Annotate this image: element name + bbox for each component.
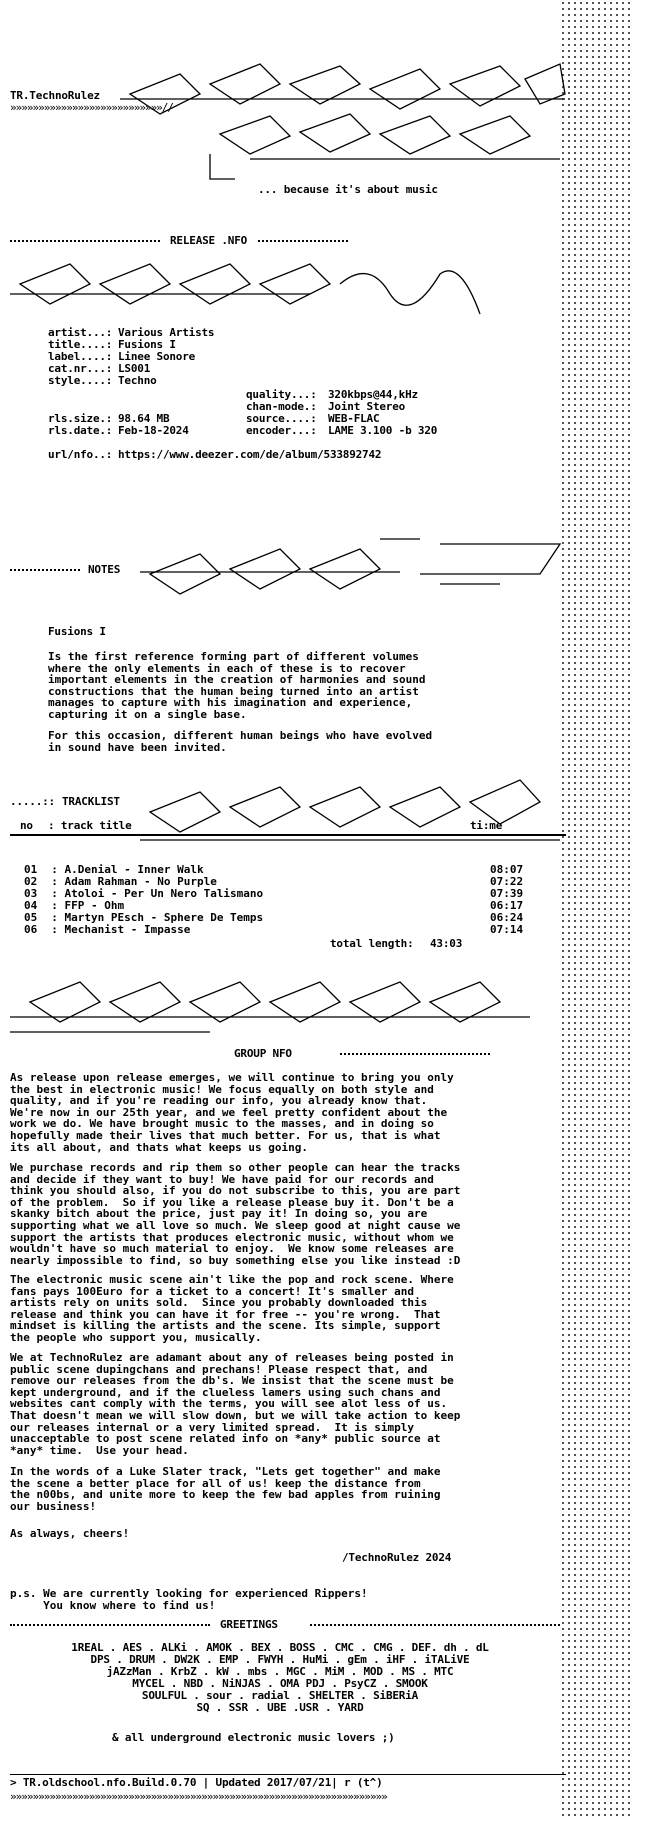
total-value: 43:03 (430, 937, 463, 950)
group-logo-art (10, 962, 570, 1052)
release-nfo-heading: RELEASE .NFO (170, 234, 248, 247)
track-time: 07:14 (490, 923, 524, 936)
quality-label: quality...: (246, 388, 317, 401)
notes-paragraph-1: Is the first reference forming part of different volumes where the only elements in each of these is to recover important elements in the creation of harmonies and sound constructions that the human being turned into an artist manages to capture with his imagination and experience, capturing it on a single base. (48, 650, 426, 721)
catnr-value: LS001 (118, 362, 151, 375)
track-title: : FFP - Ohm (51, 899, 125, 912)
group-paragraph-1: As release upon release emerges, we will continue to bring you only the best in electronic music! We focus equally on both style and quality, and if you're reading our info, you already know that. We're now in our 25th year, and we feel pretty confident about the work we do. We have brought music to the masses, and in doing so hopefully made their lives that much better. For us, that is what its all about, and thats what keeps us going. (10, 1071, 454, 1154)
track-no: 03 (24, 887, 38, 900)
greetings-line: 1REAL . AES . ALKi . AMOK . BEX . BOSS . CMC . CMG . DEF. dh . dL (71, 1641, 489, 1654)
greetings-line: DPS . DRUM . DW2K . EMP . FWYH . HuMi . gEm . iHF . iTALiVE (90, 1653, 470, 1666)
track-title: : Adam Rahman - No Purple (51, 875, 217, 888)
notes-paragraph-2: For this occasion, different human beings who have evolved in sound have been invited. (48, 729, 433, 754)
url-label: url/nfo..: (48, 448, 113, 461)
artist-value: Various Artists (118, 326, 215, 339)
catnr-label: cat.nr...: (48, 362, 113, 375)
group-paragraph-4: We at TechnoRulez are adamant about any of releases being posted in public scene dupingchans and prechans! Please respect that, and remove our releases from the db's. We insist that the scene must be kept underground, and if the clueless lamers using such chans and websites cant comply with the terms, you will see alot less of us. That doesn't mean we will slow down, but we will take action to keep our releases internal or a very limited spread. It is simply unacceptable to post scene related info on *any* public source at *any* time. Use your head. (10, 1351, 461, 1457)
chanmode-label: chan-mode.: (246, 400, 317, 413)
greetings-line: MYCEL . NBD . NiNJAS . OMA PDJ . PsyCZ . SMOOK (132, 1677, 428, 1690)
greetings-closing: & all underground electronic music lovers ;) (112, 1731, 395, 1744)
technorulez-logo-art (120, 54, 570, 194)
group-paragraph-5: In the words of a Luke Slater track, "Lets get together" and make the scene a better place for all of us! keep the distance from the n00bs, and unite more to keep the few bad apples from ruining our business! (10, 1465, 441, 1513)
track-no: 02 (24, 875, 38, 888)
source-value: WEB-FLAC (328, 412, 380, 425)
greetings-line: jAZzMan . KrbZ . kW . mbs . MGC . MiM . MOD . MS . MTC (106, 1665, 454, 1678)
artist-label: artist...: (48, 326, 113, 339)
tracklist-header-underline (10, 834, 566, 836)
col-no-header: no (20, 819, 33, 832)
track-title: : Mechanist - Impasse (51, 923, 191, 936)
footer-arrows: »»»»»»»»»»»»»»»»»»»»»»»»»»»»»»»»»»»»»»»»»»»»»»»»»»»»»»»»»»»»»»»»»»» (10, 1790, 387, 1803)
size-label: rls.size.: (48, 412, 113, 425)
label-label: label....: (48, 350, 113, 363)
track-time: 08:07 (490, 863, 524, 876)
greetings-line: SOULFUL . sour . radial . SHELTER . SiBERiA (141, 1689, 419, 1702)
group-paragraph-6: As always, cheers! (10, 1527, 130, 1540)
footer-rule (10, 1774, 566, 1775)
track-title: : Atoloi - Per Un Nero Talismano (51, 887, 264, 900)
date-label: rls.date.: (48, 424, 113, 437)
divider-right (258, 240, 348, 242)
track-no: 01 (24, 863, 38, 876)
group-tag: TR.TechnoRulez (10, 89, 100, 102)
notes-title: Fusions I (48, 625, 106, 638)
notes-heading: NOTES (88, 563, 121, 576)
chanmode-value: Joint Stereo (328, 400, 406, 413)
greetings-heading: GREETINGS (220, 1618, 278, 1631)
encoder-value: LAME 3.100 -b 320 (328, 424, 438, 437)
tagline: ... because it's about music (258, 183, 438, 196)
col-time-header: ti:me (470, 819, 503, 832)
track-no: 05 (24, 911, 38, 924)
track-row (24, 924, 524, 936)
greetings-divider-right (310, 1624, 560, 1626)
style-value: Techno (118, 374, 157, 387)
header-arrows: »»»»»»»»»»»»»»»»»»»»»»»»»»»// (10, 101, 174, 114)
encoder-label: encoder...: (246, 424, 317, 437)
group-nfo-divider (340, 1053, 490, 1055)
total-label: total length: (330, 937, 414, 950)
track-time: 07:39 (490, 887, 524, 900)
track-title: : A.Denial - Inner Walk (51, 863, 204, 876)
release-logo-art (10, 254, 490, 334)
group-paragraph-3: The electronic music scene ain't like the pop and rock scene. Where fans pays 100Euro for a ticket to a concert! It's smaller and artists rely on units sold. Since you probably downloaded this release and think you can have it for free -- you're wrong. That mindset is killing the artists and the scene. Its simple, support the people who support you, musically. (10, 1273, 454, 1344)
track-time: 06:24 (490, 911, 524, 924)
greetings-line: SQ . SSR . UBE .USR . YARD (196, 1701, 364, 1714)
signature: /TechnoRulez 2024 (342, 1551, 452, 1564)
ps-note: p.s. We are currently looking for experienced Rippers! You know where to find us! (10, 1587, 368, 1612)
track-no: 04 (24, 899, 38, 912)
track-no: 06 (24, 923, 38, 936)
title-value: Fusions I (118, 338, 176, 351)
tracklist-dots: .....:: (10, 795, 62, 808)
date-value: Feb-18-2024 (118, 424, 189, 437)
group-paragraph-2: We purchase records and rip them so other people can hear the tracks and decide if they want to buy! We have paid for our records and think you should also, if you do not subscribe to this, you are part of the problem. So if you like a release please buy it. Don't be a skanky bitch about the price, just pay it! In doing so, you are supporting what we all love so much. We sleep good at night cause we support the artists that produces electronic music, without whom we wouldn't have so much material to enjoy. We know some releases are nearly impossible to find, so buy something else you like instead :D (10, 1161, 461, 1267)
track-title: : Martyn PEsch - Sphere De Temps (51, 911, 264, 924)
url-value: https://www.deezer.com/de/album/533892742 (118, 448, 382, 461)
footer-build: > TR.oldschool.nfo.Build.0.70 | Updated 2017/07/21| r (t^) (10, 1776, 383, 1789)
group-nfo-heading: GROUP NFO (234, 1047, 292, 1060)
greetings-divider-left (10, 1624, 210, 1626)
quality-value: 320kbps@44,kHz (328, 388, 418, 401)
track-time: 06:17 (490, 899, 524, 912)
size-value: 98.64 MB (118, 412, 170, 425)
notes-divider-left (10, 569, 80, 571)
label-value: Linee Sonore (118, 350, 196, 363)
divider-left (10, 240, 160, 242)
style-label: style....: (48, 374, 113, 387)
track-time: 07:22 (490, 875, 524, 888)
tracklist-heading: TRACKLIST (62, 795, 120, 808)
col-title-header: : track title (48, 819, 132, 832)
notes-logo-art (140, 524, 570, 614)
title-label: title....: (48, 338, 113, 351)
source-label: source....: (246, 412, 317, 425)
right-dot-border (560, 0, 634, 1820)
